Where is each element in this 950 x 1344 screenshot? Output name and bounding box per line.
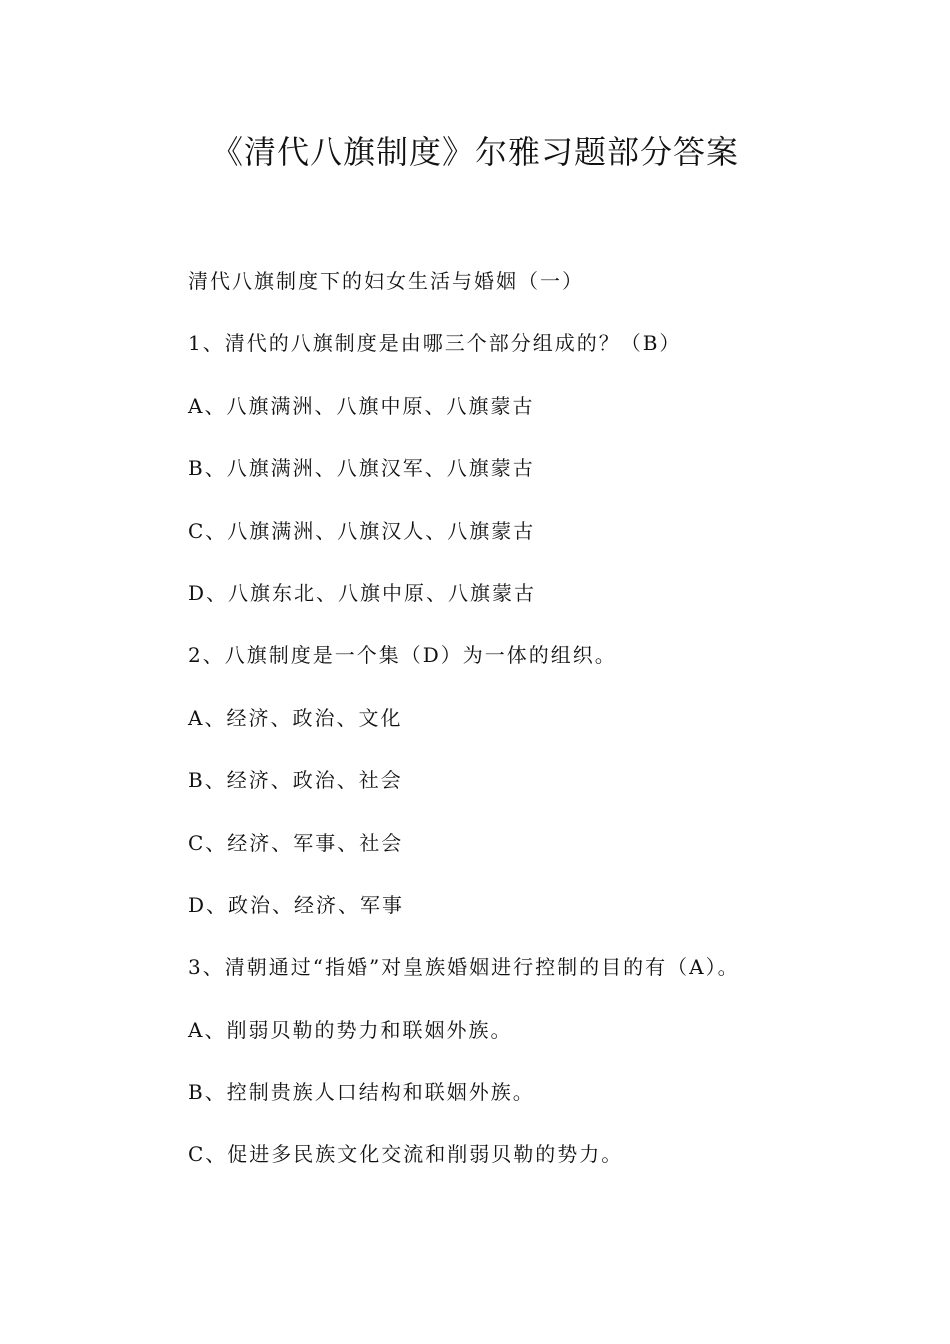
question-1-option-c: C、八旗满洲、八旗汉人、八旗蒙古 bbox=[188, 518, 536, 543]
question-1: 1、清代的八旗制度是由哪三个部分组成的？（B） bbox=[188, 331, 682, 356]
question-3-option-c: C、促进多民族文化交流和削弱贝勒的势力。 bbox=[188, 1142, 624, 1167]
question-1-option-d: D、八旗东北、八旗中原、八旗蒙古 bbox=[188, 580, 537, 605]
document-title: 《清代八旗制度》尔雅习题部分答案 bbox=[210, 133, 739, 171]
question-2: 2、八旗制度是一个集（D）为一体的组织。 bbox=[188, 643, 617, 668]
question-1-option-b: B、八旗满洲、八旗汉军、八旗蒙古 bbox=[188, 456, 535, 481]
document-body bbox=[188, 266, 868, 1202]
question-3-option-a: A、削弱贝勒的势力和联姻外族。 bbox=[188, 1017, 513, 1042]
question-2-option-c: C、经济、军事、社会 bbox=[188, 830, 404, 855]
question-2-option-d: D、政治、经济、军事 bbox=[188, 892, 405, 917]
section-heading: 清代八旗制度下的妇女生活与婚姻（一） bbox=[188, 269, 584, 293]
question-1-option-a: A、八旗满洲、八旗中原、八旗蒙古 bbox=[188, 393, 535, 418]
question-2-option-b: B、经济、政治、社会 bbox=[188, 768, 403, 793]
question-3: 3、清朝通过“指婚”对皇族婚姻进行控制的目的有（A）。 bbox=[188, 955, 740, 980]
question-2-option-a: A、经济、政治、文化 bbox=[188, 705, 403, 730]
question-3-option-b: B、控制贵族人口结构和联姻外族。 bbox=[188, 1080, 535, 1105]
